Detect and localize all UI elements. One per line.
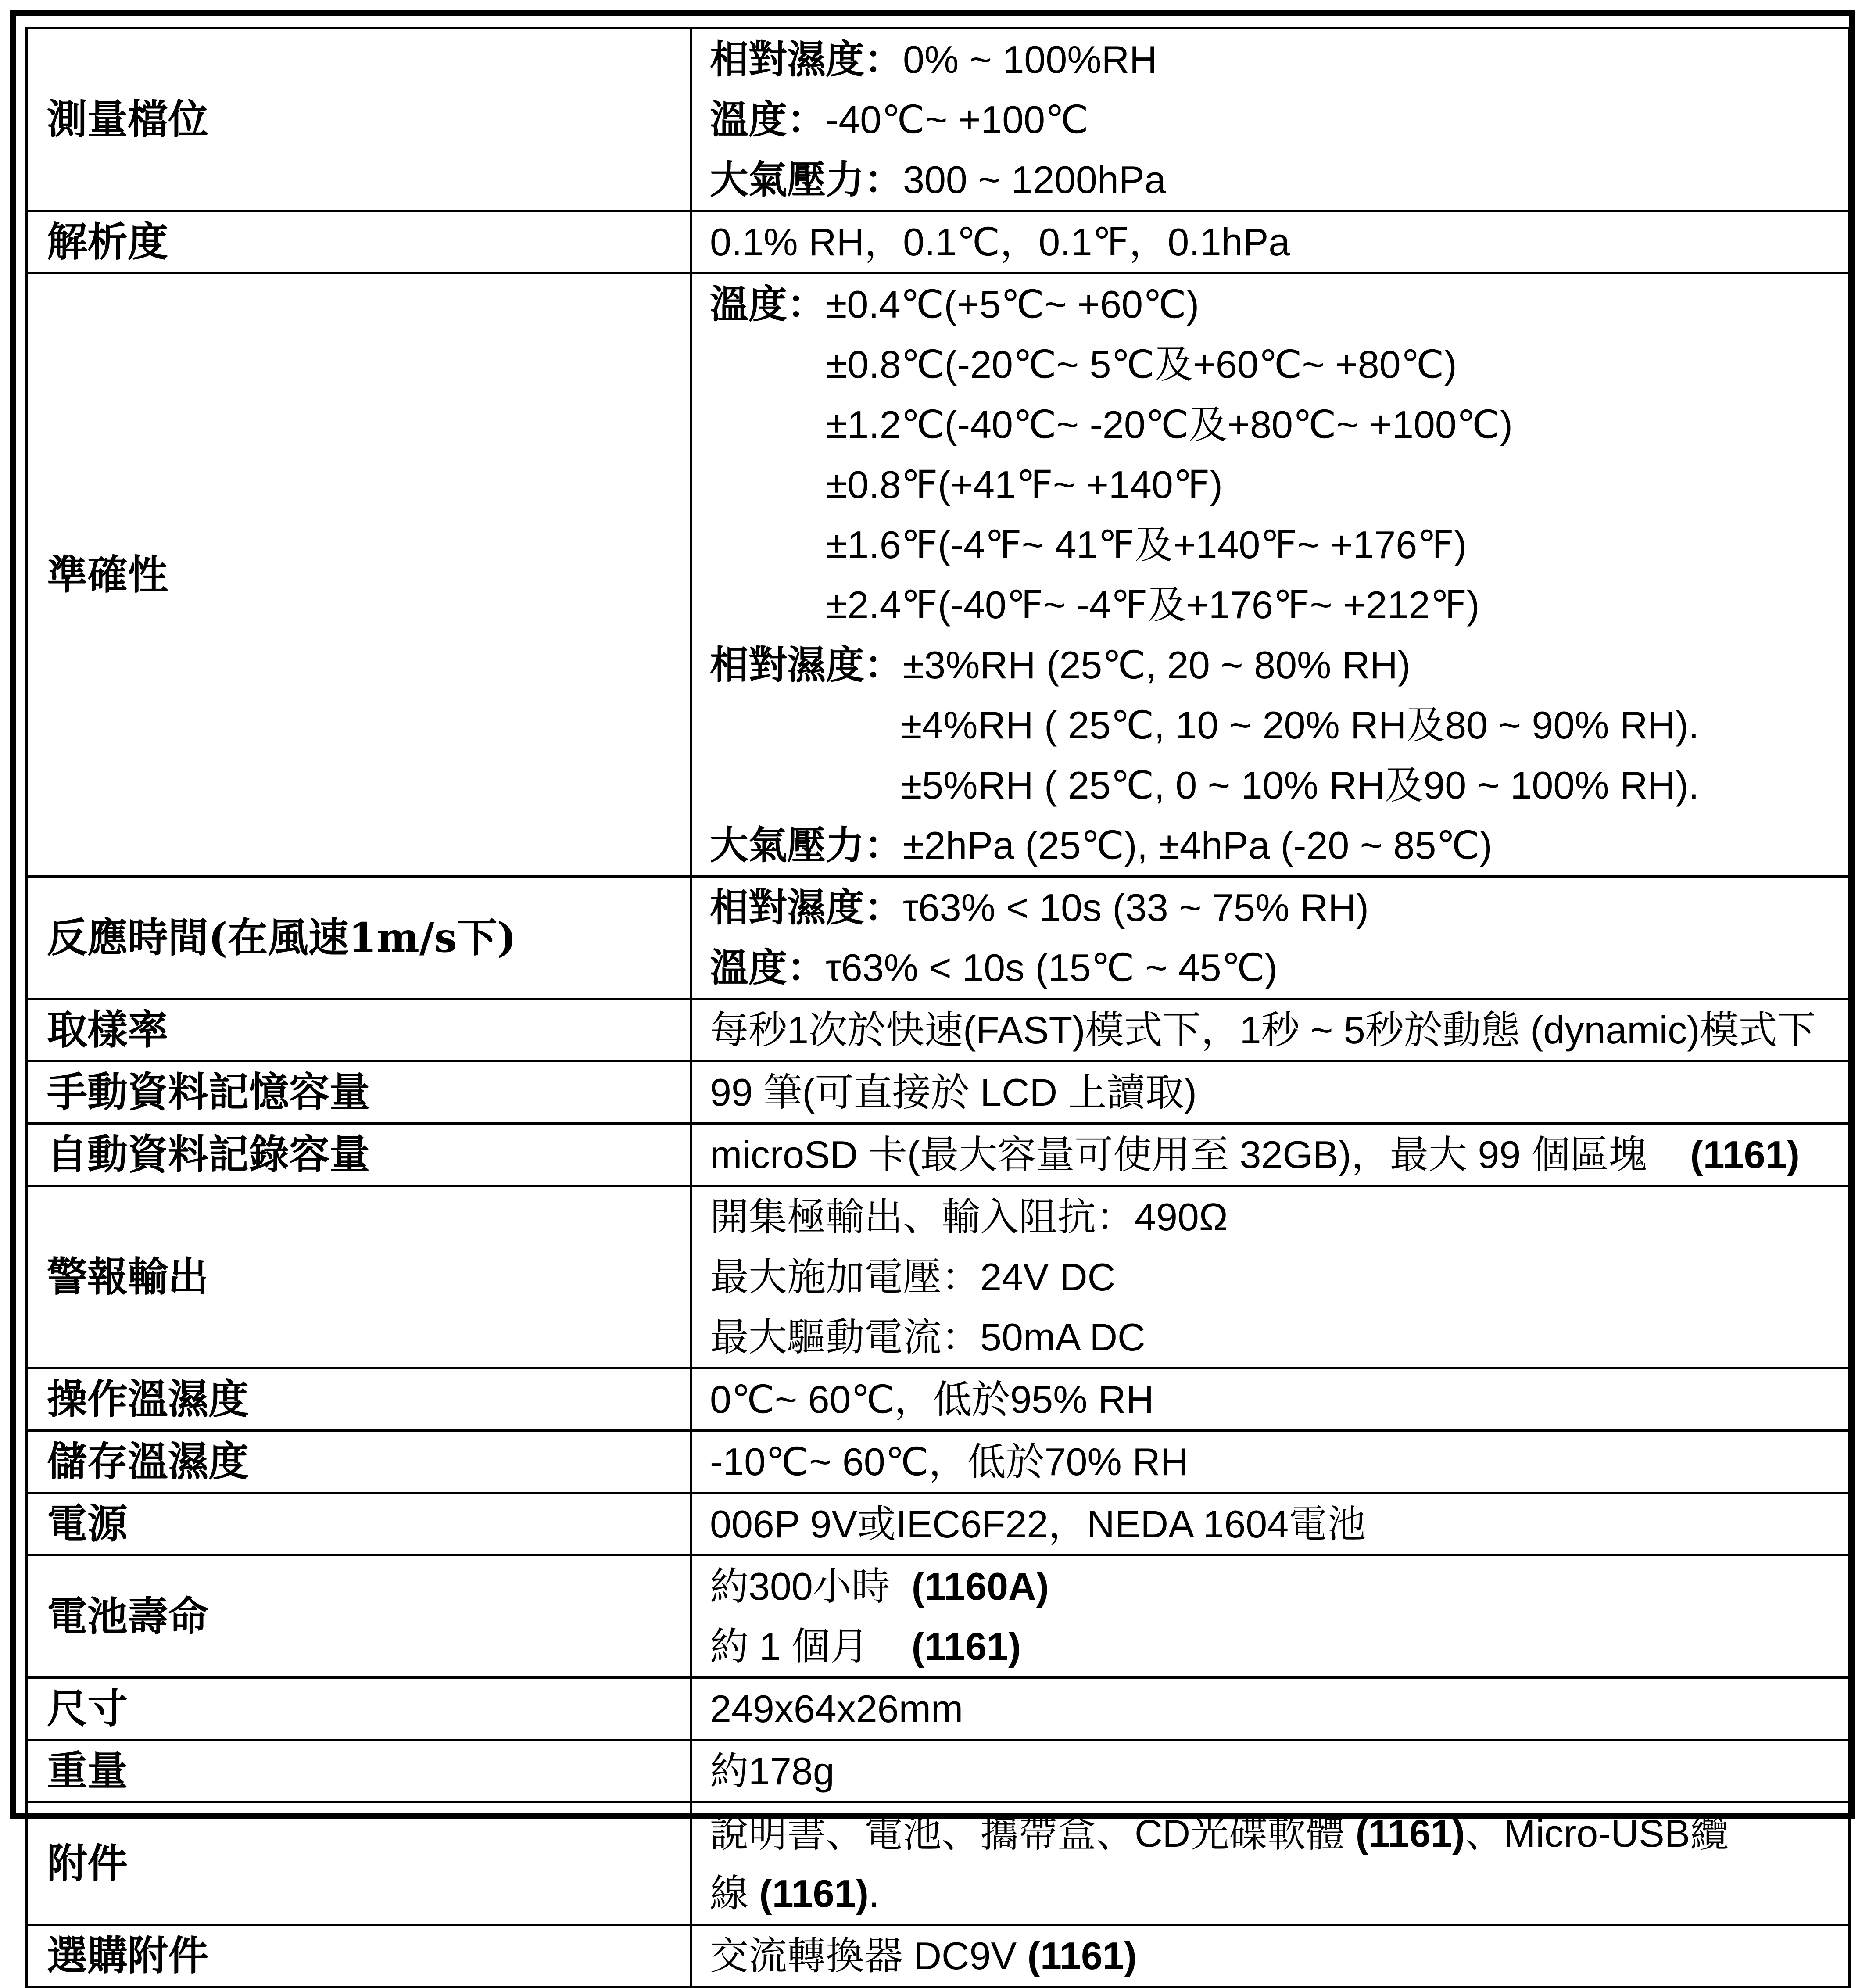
power-value: 006P 9V或IEC6F22，NEDA 1604電池 [691, 1493, 1850, 1555]
battery-life-line2: 約 1 個月 [710, 1625, 869, 1668]
battery-life-model1: (1160A) [911, 1565, 1049, 1608]
accessories-values [691, 1802, 1850, 1925]
alarm-values [691, 1186, 1850, 1368]
resolution-value: 0.1% RH，0.1℃，0.1℉，0.1hPa [691, 211, 1850, 273]
range-pressure-value: 300 ~ 1200hPa [903, 158, 1166, 201]
range-humidity-label: 相對濕度： [710, 36, 903, 82]
row-label-accuracy: 準確性 [27, 273, 691, 877]
range-values [691, 29, 1850, 211]
table-row [27, 1802, 1850, 1925]
table-row [27, 211, 1850, 273]
row-label-optional: 選購附件 [27, 1925, 691, 1987]
accuracy-temp-line: ±1.2℃(-40℃~ -20℃及+80℃~ +100℃) [826, 403, 1513, 446]
table-row [27, 1678, 1850, 1740]
accuracy-humidity-line: ±5%RH ( 25℃, 0 ~ 10% RH及90 ~ 100% RH). [901, 763, 1699, 807]
alarm-line: 開集極輸出、輸入阻抗：490Ω [710, 1195, 1228, 1239]
table-row [27, 1431, 1850, 1493]
row-label-storage: 儲存溫濕度 [27, 1431, 691, 1493]
accessories-part2: 、Micro-USB纜線 [710, 1812, 1729, 1915]
range-humidity-value: 0% ~ 100%RH [903, 38, 1157, 81]
accuracy-temp-line: ±1.6℉(-4℉~ 41℉及+140℉~ +176℉) [826, 523, 1467, 566]
table-row [27, 877, 1850, 999]
row-label-auto-memory: 自動資料記錄容量 [27, 1124, 691, 1186]
accuracy-temp-line: ±0.8℉(+41℉~ +140℉) [826, 463, 1223, 506]
accuracy-temp-line: ±2.4℉(-40℉~ -4℉及+176℉~ +212℉) [826, 583, 1480, 627]
battery-life-line [710, 1556, 1844, 1616]
response-humidity [710, 878, 1844, 938]
row-label-accessories: 附件 [27, 1802, 691, 1925]
auto-memory-values [691, 1124, 1850, 1186]
response-temp [710, 938, 1844, 998]
range-temp-value: -40℃~ +100℃ [826, 98, 1088, 141]
operating-value: 0℃~ 60℃，低於95% RH [691, 1368, 1850, 1431]
accessories-model2: (1161) [759, 1872, 869, 1915]
row-label-sampling: 取樣率 [27, 999, 691, 1061]
range-temp-label: 溫度： [710, 97, 826, 142]
table-row [27, 1368, 1850, 1431]
alarm-line: 最大驅動電流：50mA DC [710, 1315, 1146, 1359]
battery-life-model2: (1161) [911, 1625, 1021, 1668]
response-humidity-label: 相對濕度： [710, 885, 903, 930]
row-label-response: 反應時間(在風速1m/s下) [27, 877, 691, 999]
accessories-model1: (1161) [1355, 1812, 1465, 1855]
accuracy-temp-label: 溫度： [710, 281, 826, 327]
accessories-part1: 說明書、電池、攜帶盒、CD光碟軟體 [710, 1812, 1345, 1855]
row-label-manual-memory: 手動資料記憶容量 [27, 1061, 691, 1124]
table-row [27, 1555, 1850, 1678]
row-label-weight: 重量 [27, 1740, 691, 1802]
range-pressure-label: 大氣壓力： [710, 157, 903, 202]
optional-values [691, 1925, 1850, 1987]
range-temp [710, 90, 1844, 150]
accuracy-humidity-label: 相對濕度： [710, 642, 903, 688]
row-label-power: 電源 [27, 1493, 691, 1555]
accuracy-pressure-label: 大氣壓力： [710, 822, 903, 868]
manual-memory-value: 99 筆(可直接於 LCD 上讀取) [691, 1061, 1850, 1124]
row-label-range: 測量檔位 [27, 29, 691, 211]
accuracy-temp-line [710, 274, 1844, 334]
weight-value: 約178g [691, 1740, 1850, 1802]
accessories-tail: . [869, 1872, 880, 1915]
accuracy-values [691, 273, 1850, 877]
storage-value: -10℃~ 60℃，低於70% RH [691, 1431, 1850, 1493]
auto-memory-value: microSD 卡(最大容量可使用至 32GB)，最大 99 個區塊 [710, 1133, 1647, 1176]
response-humidity-value: τ63% < 10s (33 ~ 75% RH) [903, 886, 1369, 929]
optional-value: 交流轉換器 DC9V [710, 1934, 1017, 1977]
response-temp-label: 溫度： [710, 945, 826, 990]
optional-model: (1161) [1027, 1934, 1137, 1977]
sampling-value: 每秒1次於快速(FAST)模式下，1秒 ~ 5秒於動態 (dynamic)模式下 [691, 999, 1850, 1061]
table-row [27, 1061, 1850, 1124]
range-pressure [710, 150, 1844, 210]
row-label-operating: 操作溫濕度 [27, 1368, 691, 1431]
accuracy-humidity-line [710, 635, 1844, 695]
table-row [27, 1740, 1850, 1802]
dimensions-value: 249x64x26mm [691, 1678, 1850, 1740]
response-temp-value: τ63% < 10s (15℃ ~ 45℃) [826, 946, 1278, 989]
row-label-battery-life: 電池壽命 [27, 1555, 691, 1678]
accuracy-humidity-line: ±4%RH ( 25℃, 10 ~ 20% RH及80 ~ 90% RH). [901, 703, 1699, 747]
battery-life-values [691, 1555, 1850, 1678]
table-row [27, 1493, 1850, 1555]
row-label-dimensions: 尺寸 [27, 1678, 691, 1740]
range-humidity [710, 29, 1844, 90]
table-row [27, 29, 1850, 211]
table-row [27, 1925, 1850, 1987]
accuracy-temp-value: ±0.4℃(+5℃~ +60℃) [826, 283, 1199, 326]
battery-life-line1: 約300小時 [710, 1565, 890, 1608]
row-label-alarm: 警報輸出 [27, 1186, 691, 1368]
battery-life-line [710, 1616, 1844, 1676]
accuracy-pressure-line [710, 815, 1844, 875]
spec-table [25, 27, 1851, 1988]
table-row [27, 999, 1850, 1061]
table-row [27, 1186, 1850, 1368]
table-row [27, 1124, 1850, 1186]
row-label-resolution: 解析度 [27, 211, 691, 273]
accuracy-pressure-value: ±2hPa (25℃), ±4hPa (-20 ~ 85℃) [903, 824, 1493, 867]
auto-memory-model: (1161) [1690, 1133, 1800, 1176]
alarm-line: 最大施加電壓：24V DC [710, 1255, 1116, 1299]
spec-sheet [10, 10, 1855, 1980]
table-row [27, 273, 1850, 877]
accuracy-temp-line: ±0.8℃(-20℃~ 5℃及+60℃~ +80℃) [826, 343, 1457, 386]
response-values [691, 877, 1850, 999]
accuracy-humidity-value: ±3%RH (25℃, 20 ~ 80% RH) [903, 643, 1411, 687]
